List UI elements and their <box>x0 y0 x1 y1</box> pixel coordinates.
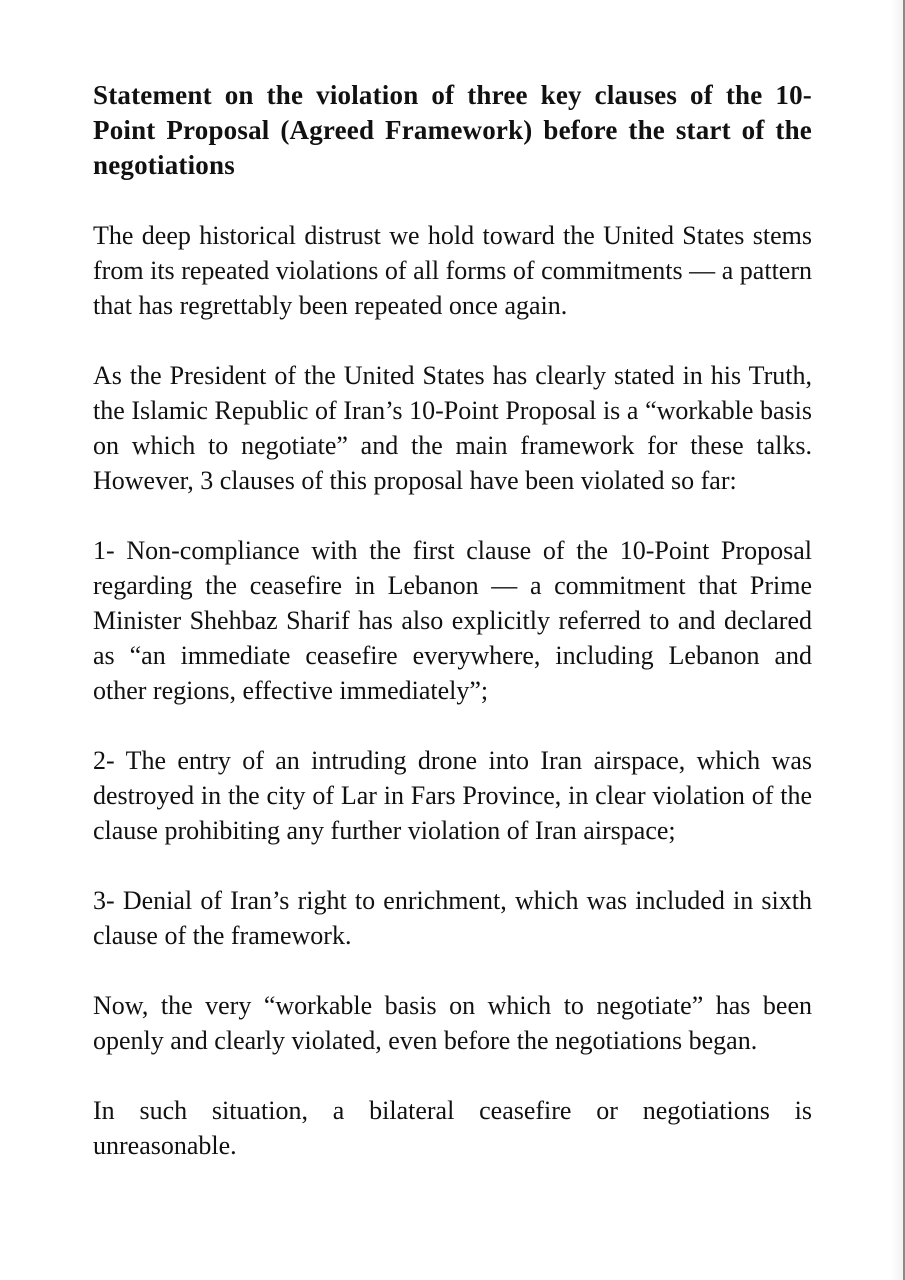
document-content <box>93 78 812 1163</box>
paragraph-conclusion-unreasonable: In such situation, a bilateral ceasefire or negotiations is unreasonable. <box>93 1096 812 1160</box>
paragraph-violated-before-negotiations: Now, the very “workable basis on which to negotiate” has been openly and clearly violated, even before the negotiations began. <box>93 991 812 1055</box>
paragraph-clause-1-lebanon-ceasefire: 1- Non-compliance with the first clause of the 10-Point Proposal regarding the ceasefire in Lebanon — a commitment that Prime Minister Shehbaz Sharif has also explicitly referred to and declared as “an immediate ceasefire everywhere, including Lebanon and other regions, effective immediately”; <box>93 536 812 705</box>
document-title: Statement on the violation of three key clauses of the 10-Point Proposal (Agreed Framework) before the start of the negotiations <box>93 80 812 180</box>
paragraph-workable-basis: As the President of the United States has clearly stated in his Truth, the Islamic Republic of Iran’s 10-Point Proposal is a “workable basis on which to negotiate” and the main framework for these talks. However, 3 clauses of this proposal have been violated so far: <box>93 361 812 495</box>
page-right-edge-shade <box>891 0 903 1280</box>
paragraph-clause-2-drone-airspace: 2- The entry of an intruding drone into Iran airspace, which was destroyed in the city of Lar in Fars Province, in clear violation of the clause prohibiting any further violation of Iran airspace; <box>93 746 812 845</box>
paragraph-clause-3-enrichment: 3- Denial of Iran’s right to enrichment, which was included in sixth clause of the framework. <box>93 886 812 950</box>
paragraph-intro-distrust: The deep historical distrust we hold toward the United States stems from its repeated violations of all forms of commitments — a pattern that has regrettably been repeated once again. <box>93 221 812 320</box>
